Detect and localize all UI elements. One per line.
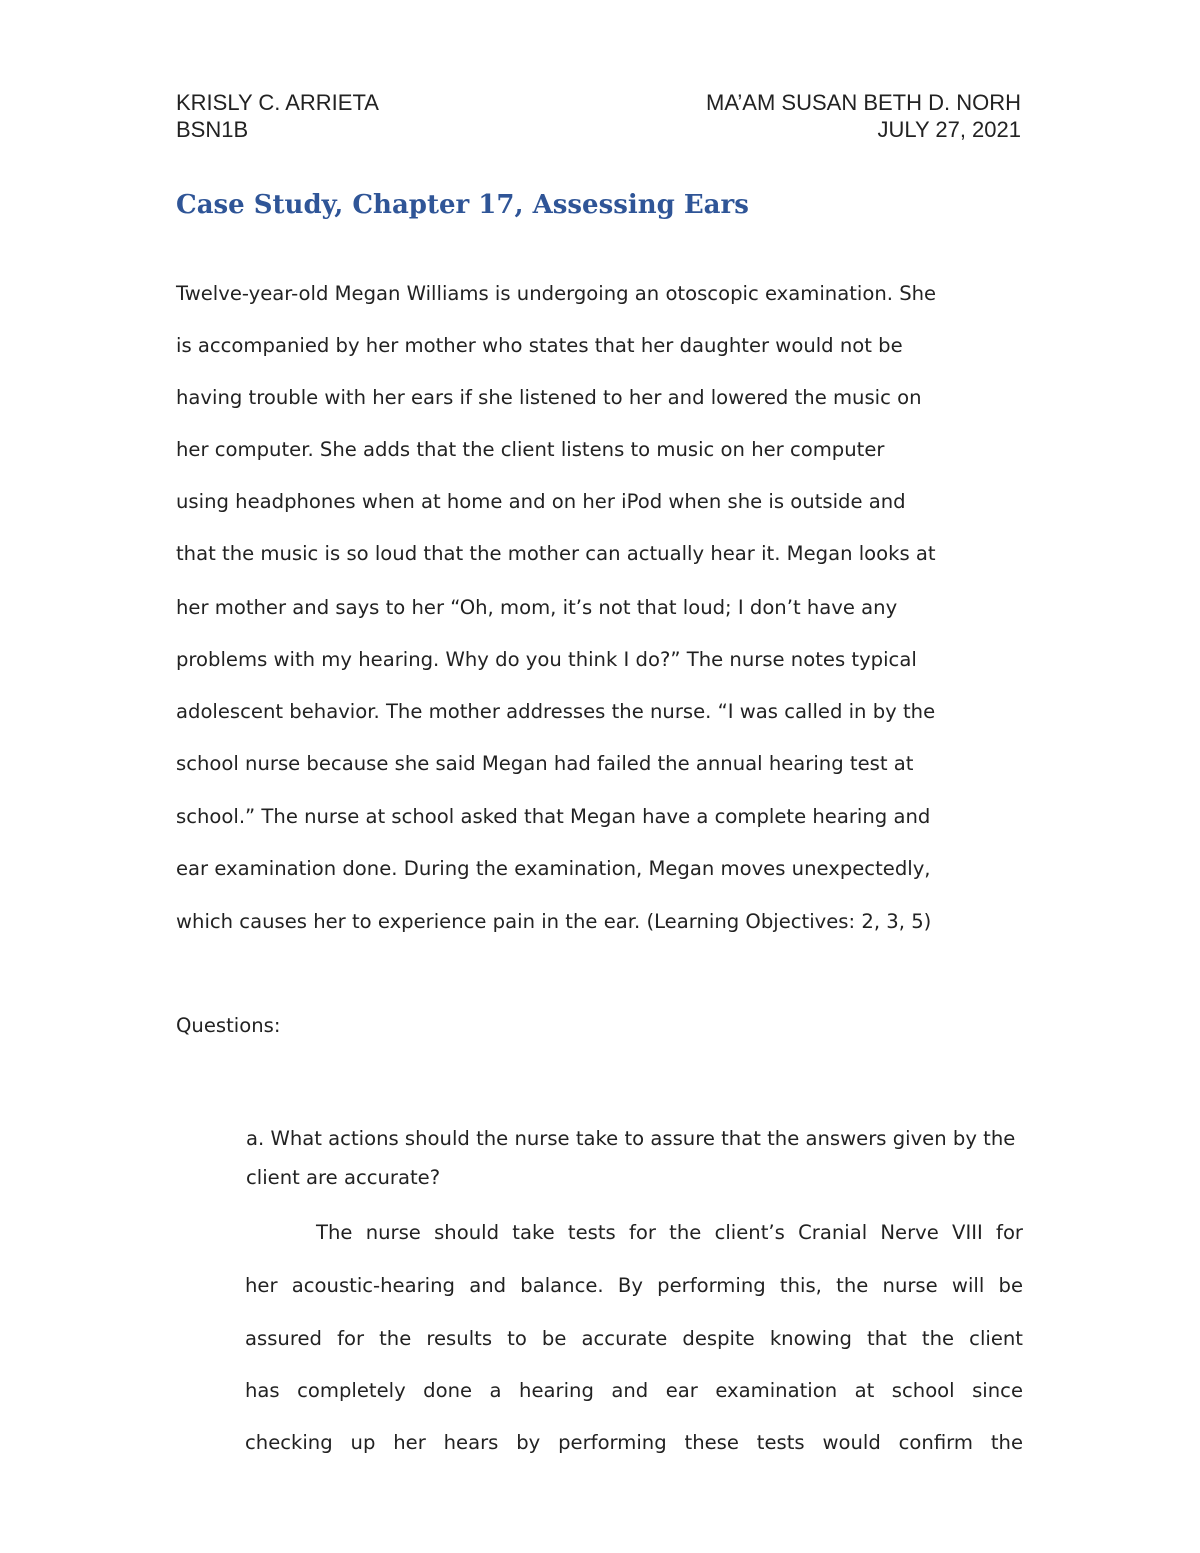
submission-date: JULY 27, 2021 [877,117,1021,142]
document-title: Case Study, Chapter 17, Assessing Ears [176,190,749,220]
case-line: her computer. She adds that the client listens to music on her computer [176,438,885,461]
case-line: problems with my hearing. Why do you think I do?” The nurse notes typical [176,648,917,671]
case-line: that the music is so loud that the mother can actually hear it. Megan looks at [176,542,936,565]
answer-line: The nurse should take tests for the client’s Cranial Nerve VIII for [316,1221,1023,1244]
answer-line: has completely done a hearing and ear examination at school since [245,1379,1023,1402]
answer-line: checking up her hears by performing these tests would confirm the [245,1431,1023,1454]
case-line: Twelve-year-old Megan Williams is undergoing an otoscopic examination. She [176,282,937,305]
case-line: which causes her to experience pain in the ear. (Learning Objectives: 2, 3, 5) [176,910,932,933]
question-a: a. What actions should the nurse take to assure that the answers given by the client are accurate? [246,1127,1016,1189]
case-line: using headphones when at home and on her iPod when she is outside and [176,490,906,513]
questions-label: Questions: [176,1014,281,1037]
instructor-name: MA’AM SUSAN BETH D. NORH [706,90,1021,115]
student-section: BSN1B [176,117,249,142]
case-line: school.” The nurse at school asked that Megan have a complete hearing and [176,805,931,828]
case-line: is accompanied by her mother who states that her daughter would not be [176,334,903,357]
case-line: ear examination done. During the examination, Megan moves unexpectedly, [176,857,931,880]
case-line: having trouble with her ears if she listened to her and lowered the music on [176,386,922,409]
case-line: adolescent behavior. The mother addresses the nurse. “I was called in by the [176,700,936,723]
case-line: school nurse because she said Megan had failed the annual hearing test at [176,752,914,775]
header-left [176,89,379,143]
answer-line: assured for the results to be accurate despite knowing that the client [245,1327,1023,1350]
header-right [706,89,1021,143]
answer-line: her acoustic-hearing and balance. By performing this, the nurse will be [245,1274,1023,1297]
case-line: her mother and says to her “Oh, mom, it’s not that loud; I don’t have any [176,596,898,619]
student-name: KRISLY C. ARRIETA [176,90,379,115]
